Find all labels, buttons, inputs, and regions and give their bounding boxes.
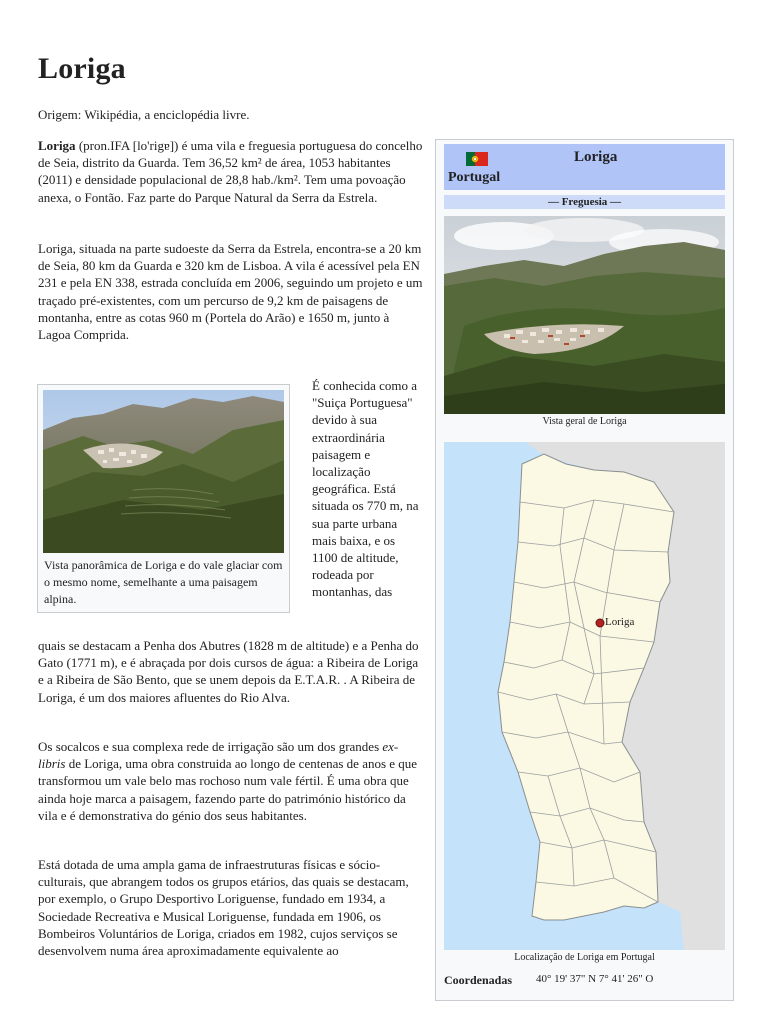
portugal-flag-icon[interactable] — [466, 152, 488, 171]
panorama-caption: Vista panorâmica de Loriga e do vale glaciar com o mesmo nome, semelhante a uma paisagem alpina. — [44, 558, 283, 606]
intro-paragraph — [38, 137, 423, 206]
loriga-photo[interactable] — [444, 216, 725, 414]
wrapped-paragraph: É conhecida como a "Suiça Portuguesa" devido à sua extraordinária paisagem e localização geográfica. Está situada os 770 m, na sua parte urbana mais baixa, e os 1100 de altitude, rodeada por montanhas, das — [312, 378, 419, 600]
ex-libris-term: ex-libris — [38, 739, 399, 772]
photo-caption: Vista geral de Loriga — [542, 416, 627, 427]
map-marker-label: Loriga — [605, 616, 635, 628]
infobox-header — [444, 144, 725, 190]
location-paragraph: Loriga, situada na parte sudoeste da Serra da Estrela, encontra-se a 20 km de Seia, 80 km da Guarda e 320 km de Lisboa. A vila é acessível pela EN 231 e pela EN 338, estrada concluída em 2006, seguindo um projeto e um traçado pré-existentes, com um percurso de 9,2 km de paisagens de montanha, entre as cotas 960 m (Portela do Arão) e 1650 m, junto à Lagoa Comprida. — [38, 241, 423, 343]
map-caption: Localização de Loriga em Portugal — [514, 952, 655, 963]
infobox-country: Portugal — [448, 170, 501, 185]
intro-text: (pron.IFA [lo'rigɐ]) é uma vila e freguesia portuguesa do concelho de Seia, distrito da Guarda. Tem 36,52 km² de área, 1053 habitantes (2011) e densidade populacional de 28,8 hab./km². Tem uma povoação anexa, o Fontão. Faz parte do Parque Natural da Serra da Estrela. — [38, 138, 423, 205]
page-title: Loriga — [38, 52, 126, 85]
infobox-subheader: — Freguesia — — [444, 195, 725, 209]
terraces-text-b: de Loriga, uma obra construida ao longo de centenas de anos e que transformou um vale belo mas rochoso num vale fértil. É uma obra que ainda hoje marca a paisagem, fazendo parte do património histórico da vila e é demonstrativa do génio dos seus habitantes. — [38, 756, 418, 823]
infrastructure-paragraph: Está dotada de uma ampla gama de infraestruturas físicas e sócio-culturais, que abrangem todos os grupos etários, das quais se destacam, por exemplo, o Grupo Desportivo Loriguense, fundado em 1934, a Sociedade Recreativa e Musical Loriguense, fundada em 1906, os Bombeiros Voluntários de Loriga, criados em 1982, cujos serviços se desenvolvem numa área aproximadamente equivalente ao — [38, 857, 409, 959]
terraces-text-a: Os socalcos e sua complexa rede de irrigação são um dos grandes — [38, 739, 383, 754]
infobox-title: Loriga — [574, 149, 618, 165]
terraces-paragraph — [38, 738, 423, 824]
infobox — [435, 139, 734, 1001]
origin-note: Origem: Wikipédia, a enciclopédia livre. — [38, 107, 250, 122]
rivers-paragraph: quais se destacam a Penha dos Abutres (1828 m de altitude) e a Penha do Gato (1771 m), e é abraçada por dois cursos de água: a Ribeira de Loriga e a Ribeira de São Bento, que se unem depois da E.T.A.R. . A Ribeira de Loriga, é um dos maiores afluentes do Rio Alva. — [38, 638, 419, 705]
coordinates-label: Coordenadas — [444, 973, 513, 987]
portugal-locator-map[interactable] — [444, 442, 725, 950]
panorama-thumbnail[interactable] — [37, 384, 290, 613]
intro-bold-name: Loriga — [38, 138, 76, 153]
panorama-photo[interactable] — [43, 390, 284, 553]
coordinates-link[interactable]: 40° 19' 37" N 7° 41' 26" O — [536, 973, 654, 985]
